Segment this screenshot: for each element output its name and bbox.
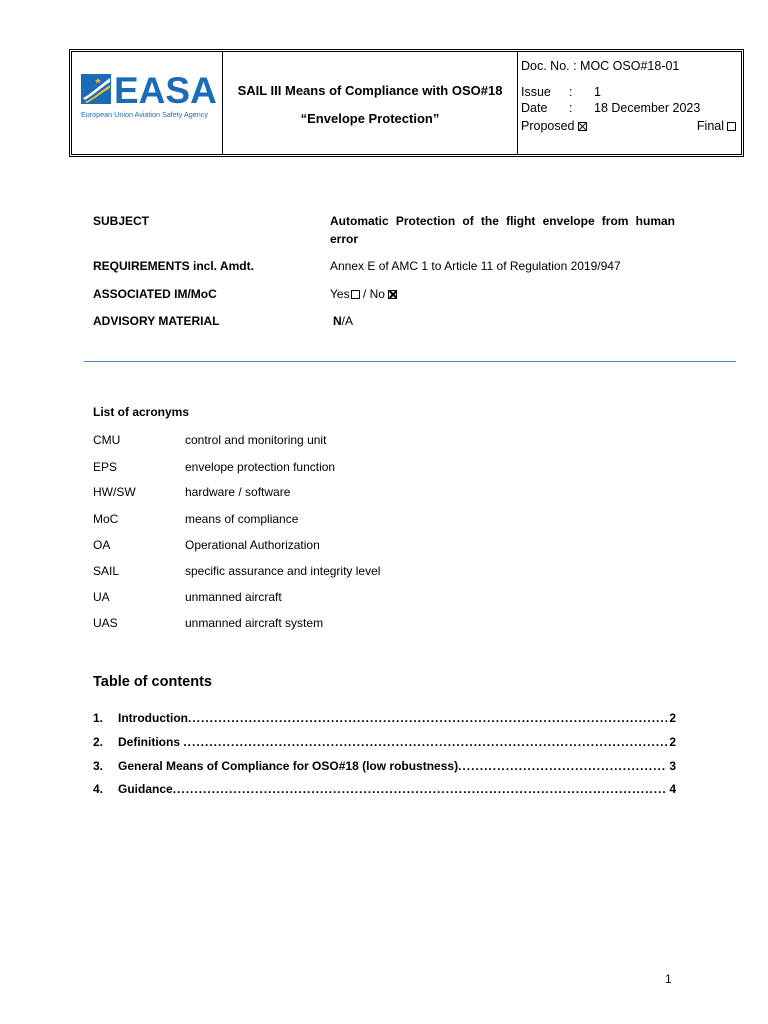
proposed-label: Proposed xyxy=(521,119,575,133)
acronym-row xyxy=(93,562,380,580)
toc-entry[interactable] xyxy=(93,757,676,775)
page-number: 1 xyxy=(665,972,672,986)
issue-value: 1 xyxy=(594,85,601,99)
toc-page: 3 xyxy=(669,759,676,773)
toc-leader xyxy=(188,709,667,727)
acronym-row xyxy=(93,458,335,476)
document-header xyxy=(69,49,744,157)
final-checkbox[interactable] xyxy=(727,122,736,131)
meta-cell xyxy=(518,52,741,154)
toc-entry[interactable] xyxy=(93,780,676,798)
acronym-desc: hardware / software xyxy=(185,485,291,499)
associated-no-checkbox[interactable] xyxy=(388,290,397,299)
logo-wordmark: EASA xyxy=(114,72,217,111)
toc-number: 3. xyxy=(93,759,104,773)
section-divider xyxy=(84,361,736,362)
date-row xyxy=(521,100,736,117)
toc-page: 4 xyxy=(669,782,676,796)
subject-value: Automatic Protection of the flight envelope from human error xyxy=(330,214,675,246)
toc-leader xyxy=(183,733,667,751)
document-title: SAIL III Means of Compliance with OSO#18 xyxy=(237,83,503,98)
issue-label: Issue xyxy=(521,85,551,99)
associated-yes: Yes xyxy=(330,287,350,301)
doc-number: Doc. No. : MOC OSO#18-01 xyxy=(521,59,680,73)
final-label: Final xyxy=(696,119,724,133)
acronym-abbr: UAS xyxy=(93,616,118,630)
acronym-row xyxy=(93,510,298,528)
toc-leader xyxy=(173,780,668,798)
acronym-abbr: OA xyxy=(93,538,111,552)
advisory-value xyxy=(333,312,678,330)
advisory-label: ADVISORY MATERIAL xyxy=(93,314,220,328)
acronym-abbr: CMU xyxy=(93,433,121,447)
requirements-label: REQUIREMENTS incl. Amdt. xyxy=(93,259,254,273)
toc-text: Definitions xyxy=(118,735,184,749)
logo-subtitle: European Union Aviation Safety Agency xyxy=(81,110,208,119)
date-colon: : xyxy=(569,101,573,115)
issue-colon: : xyxy=(569,85,573,99)
issue-row xyxy=(521,84,736,101)
associated-label: ASSOCIATED IM/MoC xyxy=(93,287,217,301)
toc-leader xyxy=(458,757,667,775)
acronyms-title: List of acronyms xyxy=(93,405,190,419)
associated-no: / No xyxy=(359,287,389,301)
acronym-row xyxy=(93,614,323,632)
toc-page: 2 xyxy=(669,735,676,749)
acronym-desc: unmanned aircraft xyxy=(185,590,282,604)
acronym-row xyxy=(93,431,326,449)
acronym-row xyxy=(93,536,320,554)
easa-logo xyxy=(79,72,217,127)
logo-cell xyxy=(72,52,223,154)
associated-value xyxy=(330,285,675,303)
acronym-desc: specific assurance and integrity level xyxy=(185,564,381,578)
date-value: 18 December 2023 xyxy=(594,101,701,115)
advisory-value-rest: /A xyxy=(341,314,354,328)
acronym-desc: means of compliance xyxy=(185,512,299,526)
acronym-row xyxy=(93,483,290,501)
acronym-desc: Operational Authorization xyxy=(185,538,320,552)
toc-entry[interactable] xyxy=(93,733,676,751)
toc-title: Table of contents xyxy=(93,674,212,690)
status-row xyxy=(521,118,736,135)
acronym-abbr: UA xyxy=(93,590,110,604)
toc-number: 1. xyxy=(93,711,104,725)
acronym-abbr: SAIL xyxy=(93,564,120,578)
toc-text: Introduction xyxy=(118,711,188,725)
toc-page: 2 xyxy=(669,711,676,725)
associated-yes-checkbox[interactable] xyxy=(351,290,360,299)
toc-text: Guidance xyxy=(118,782,173,796)
toc-text: General Means of Compliance for OSO#18 (low robustness) xyxy=(118,759,459,773)
proposed-checkbox[interactable] xyxy=(578,122,587,131)
advisory-value-bold: N xyxy=(333,314,342,328)
document-subtitle: “Envelope Protection” xyxy=(300,111,440,126)
acronym-abbr: MoC xyxy=(93,512,119,526)
toc-entry[interactable] xyxy=(93,709,676,727)
title-cell xyxy=(223,52,518,154)
acronym-abbr: HW/SW xyxy=(93,485,136,499)
acronym-desc: unmanned aircraft system xyxy=(185,616,324,630)
requirements-value: Annex E of AMC 1 to Article 11 of Regulation 2019/947 xyxy=(330,259,621,273)
date-label: Date xyxy=(521,101,548,115)
toc-number: 4. xyxy=(93,782,104,796)
acronym-desc: control and monitoring unit xyxy=(185,433,327,447)
acronym-abbr: EPS xyxy=(93,460,118,474)
acronym-desc: envelope protection function xyxy=(185,460,336,474)
acronym-row xyxy=(93,588,282,606)
subject-label: SUBJECT xyxy=(93,214,150,228)
toc-number: 2. xyxy=(93,735,104,749)
